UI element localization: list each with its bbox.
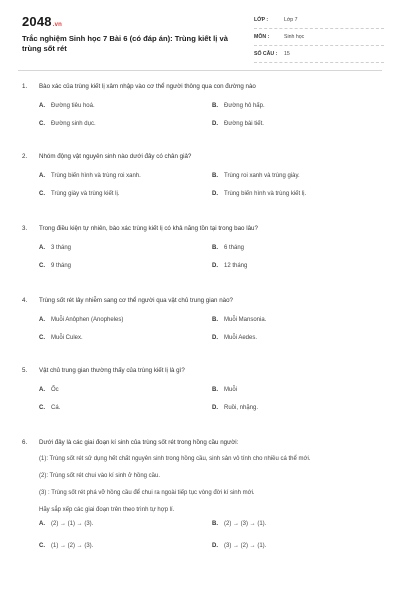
option-c[interactable]	[39, 191, 119, 197]
option-letter: A.	[39, 521, 45, 527]
question-2	[22, 152, 378, 195]
question-text: Trùng sốt rét lây nhiễm sang cơ thể người qua vật chủ trung gian nào?	[39, 297, 233, 304]
question-text: Vật chủ trung gian thường thấy của trùng kiết lị là gì?	[39, 367, 185, 374]
option-letter: A.	[39, 245, 45, 251]
option-text: Trùng biến hình và trùng roi xanh.	[51, 173, 141, 179]
option-letter: B.	[212, 173, 218, 179]
option-text: 9 tháng	[51, 263, 72, 269]
option-text: Đường hô hấp.	[224, 103, 265, 109]
option-a[interactable]	[39, 387, 59, 393]
option-c[interactable]	[39, 263, 71, 269]
option-letter: C.	[39, 121, 45, 127]
meta-row-class	[254, 14, 384, 29]
option-letter: D.	[212, 263, 218, 269]
option-letter: D.	[212, 543, 218, 549]
question-text: Nhóm động vật nguyên sinh nào dưới đây có chân giả?	[39, 153, 192, 160]
option-d[interactable]	[212, 405, 258, 411]
option-text: (1) → (2) → (3).	[51, 543, 94, 549]
option-b[interactable]	[212, 387, 237, 393]
option-d[interactable]	[212, 335, 257, 341]
question-text: Bào xác của trùng kiết lị xâm nhập vào cơ thể người thông qua con đường nào	[39, 83, 256, 90]
option-c[interactable]	[39, 335, 83, 341]
option-text: Muỗi	[224, 387, 238, 393]
option-a[interactable]	[39, 521, 93, 527]
question-number: 6.	[22, 439, 28, 446]
option-letter: D.	[212, 121, 218, 127]
option-b[interactable]	[212, 245, 244, 251]
logo-main: 2048	[22, 14, 52, 29]
option-b[interactable]	[212, 521, 266, 527]
question-number: 1.	[22, 83, 28, 90]
option-d[interactable]	[212, 121, 264, 127]
question-text: Trong điều kiện tự nhiên, bào xác trùng kiết lị có khả năng tồn tại trong bao lâu?	[39, 225, 258, 232]
option-text: Muỗi Anôphen (Anopheles)	[51, 317, 124, 323]
option-a[interactable]	[39, 103, 95, 109]
page-header	[22, 12, 382, 70]
meta-row-count	[254, 48, 384, 63]
option-text: Ốc	[51, 387, 59, 393]
option-b[interactable]	[212, 103, 265, 109]
option-letter: D.	[212, 405, 218, 411]
option-letter: C.	[39, 335, 45, 341]
option-letter: A.	[39, 317, 45, 323]
option-letter: C.	[39, 543, 45, 549]
option-letter: B.	[212, 245, 218, 251]
question-3	[22, 224, 378, 267]
answer-options	[39, 375, 378, 409]
header-divider	[18, 70, 382, 71]
question-number: 5.	[22, 367, 28, 374]
option-c[interactable]	[39, 405, 60, 411]
option-text: Muỗi Mansonia.	[224, 317, 267, 323]
option-letter: D.	[212, 191, 218, 197]
meta-value: Sinh học	[284, 34, 305, 40]
option-letter: C.	[39, 263, 45, 269]
option-letter: B.	[212, 387, 218, 393]
option-d[interactable]	[212, 191, 306, 197]
option-d[interactable]	[212, 263, 247, 269]
question-text: Dưới đây là các giai đoạn kí sinh của trùng sốt rét trong hồng cầu người:	[39, 439, 239, 446]
option-text: Muỗi Aedes.	[224, 335, 258, 341]
meta-label: SỐ CÂU :	[254, 51, 278, 57]
answer-options	[39, 233, 378, 267]
option-text: (2) → (1) → (3).	[51, 521, 94, 527]
option-text: (2) → (3) → (1).	[224, 521, 267, 527]
question-5	[22, 366, 378, 409]
site-logo[interactable]	[22, 14, 62, 29]
option-text: Đường tiêu hoá.	[51, 103, 95, 109]
question-instruction: Hãy sắp xếp các giai đoạn trên theo trình tự hợp lí.	[39, 507, 175, 513]
option-letter: A.	[39, 173, 45, 179]
question-4	[22, 296, 378, 339]
option-text: (3) → (2) → (1).	[224, 543, 267, 549]
option-b[interactable]	[212, 173, 300, 179]
option-a[interactable]	[39, 245, 71, 251]
option-text: 6 tháng	[224, 245, 245, 251]
meta-label: MÔN :	[254, 34, 270, 40]
option-letter: A.	[39, 387, 45, 393]
page-title: Trắc nghiệm Sinh học 7 Bài 6 (có đáp án): Trùng kiết lị và trùng sốt rét	[22, 34, 228, 53]
question-stem	[22, 152, 378, 161]
question-1	[22, 82, 378, 125]
option-letter: B.	[212, 317, 218, 323]
option-text: Trùng roi xanh và trùng giày.	[224, 173, 300, 179]
option-text: Đường sinh dục.	[51, 121, 96, 127]
answer-options	[39, 515, 378, 555]
option-text: Muỗi Culex.	[51, 335, 83, 341]
meta-panel	[254, 14, 384, 65]
option-c[interactable]	[39, 543, 93, 549]
stage-description: (2): Trùng sốt rét chui vào kí sinh ở hồng cầu.	[39, 473, 160, 479]
stage-description: (1): Trùng sốt rét sử dụng hết chất nguyên sinh trong hồng cầu, sinh sản vô tính cho nhiều cá thể mới.	[39, 456, 311, 462]
question-stem	[22, 82, 378, 91]
meta-value: Lớp 7	[284, 17, 298, 23]
option-text: 3 tháng	[51, 245, 72, 251]
meta-label: LỚP :	[254, 17, 269, 23]
option-a[interactable]	[39, 173, 141, 179]
option-b[interactable]	[212, 317, 266, 323]
option-letter: A.	[39, 103, 45, 109]
option-text: 12 tháng	[224, 263, 248, 269]
option-d[interactable]	[212, 543, 266, 549]
option-text: Trùng giày và trùng kiết lị.	[51, 191, 120, 197]
option-text: Trùng biến hình và trùng kiết lị.	[224, 191, 307, 197]
option-text: Ruồi, nhặng.	[224, 405, 259, 411]
question-stem	[22, 438, 378, 447]
meta-value: 15	[284, 51, 290, 57]
option-letter: B.	[212, 103, 218, 109]
question-stem	[22, 224, 378, 233]
answer-options	[39, 161, 378, 195]
answer-options	[39, 305, 378, 339]
question-number: 4.	[22, 297, 28, 304]
question-number: 2.	[22, 153, 28, 160]
logo-suffix: .vn	[52, 22, 63, 28]
option-a[interactable]	[39, 317, 123, 323]
option-letter: C.	[39, 191, 45, 197]
option-text: Đường bài tiết.	[224, 121, 264, 127]
option-text: Cá.	[51, 405, 61, 411]
question-number: 3.	[22, 225, 28, 232]
option-letter: B.	[212, 521, 218, 527]
answer-options	[39, 91, 378, 125]
question-stem	[22, 296, 378, 305]
question-6	[22, 438, 378, 555]
question-stem	[22, 366, 378, 375]
meta-row-subject	[254, 31, 384, 46]
stage-description: (3) : Trùng sốt rét phá vỡ hồng cầu để chui ra ngoài tiếp tục vòng đời kí sinh mới.	[39, 490, 255, 496]
option-letter: D.	[212, 335, 218, 341]
option-letter: C.	[39, 405, 45, 411]
option-c[interactable]	[39, 121, 96, 127]
